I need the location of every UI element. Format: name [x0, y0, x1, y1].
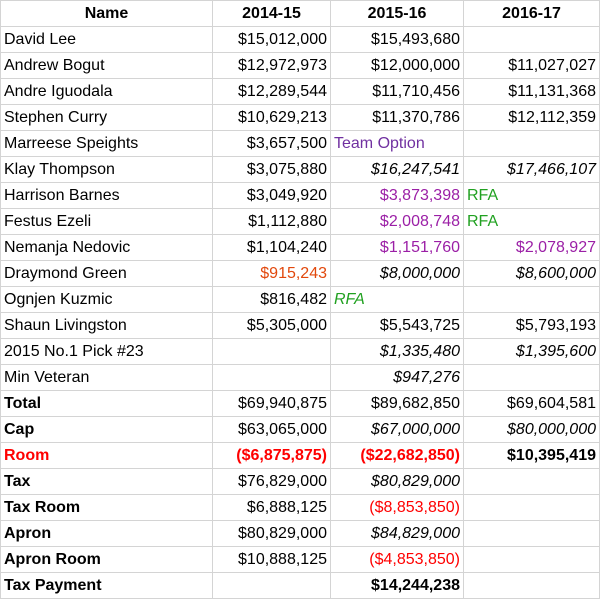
table-row: [1, 105, 600, 131]
summary-row-apron: [1, 521, 600, 547]
player-name[interactable]: Klay Thompson: [1, 157, 213, 183]
summary-row-room: [1, 443, 600, 469]
total-2015-16[interactable]: $89,682,850: [331, 391, 464, 417]
summary-label[interactable]: Cap: [1, 417, 213, 443]
summary-label[interactable]: Tax Payment: [1, 573, 213, 599]
room-2014-15[interactable]: ($6,875,875): [213, 443, 331, 469]
summary-label[interactable]: Room: [1, 443, 213, 469]
tax-room-2016-17[interactable]: [464, 495, 600, 521]
player-name[interactable]: Harrison Barnes: [1, 183, 213, 209]
player-name[interactable]: Marreese Speights: [1, 131, 213, 157]
table-row: [1, 313, 600, 339]
salary-2014-15[interactable]: $10,629,213: [213, 105, 331, 131]
rfa-status[interactable]: RFA: [464, 209, 600, 235]
salary-2015-16[interactable]: $8,000,000: [331, 261, 464, 287]
team-option-status[interactable]: Team Option: [331, 131, 464, 157]
salary-2014-15[interactable]: $3,075,880: [213, 157, 331, 183]
header-name[interactable]: Name: [1, 1, 213, 27]
table-row: [1, 79, 600, 105]
summary-row-tax: [1, 469, 600, 495]
salary-2016-17[interactable]: [464, 287, 600, 313]
salary-2015-16[interactable]: $12,000,000: [331, 53, 464, 79]
table-row: [1, 131, 600, 157]
salary-2015-16[interactable]: $11,370,786: [331, 105, 464, 131]
player-name[interactable]: Nemanja Nedovic: [1, 235, 213, 261]
salary-2014-15[interactable]: $3,049,920: [213, 183, 331, 209]
salary-2016-17[interactable]: $11,027,027: [464, 53, 600, 79]
salary-2016-17[interactable]: $11,131,368: [464, 79, 600, 105]
salary-2016-17[interactable]: [464, 27, 600, 53]
tax-payment-2016-17[interactable]: [464, 573, 600, 599]
cap-2014-15[interactable]: $63,065,000: [213, 417, 331, 443]
room-2015-16[interactable]: ($22,682,850): [331, 443, 464, 469]
player-name[interactable]: Draymond Green: [1, 261, 213, 287]
salary-2015-16[interactable]: $11,710,456: [331, 79, 464, 105]
table-row: [1, 183, 600, 209]
summary-label[interactable]: Total: [1, 391, 213, 417]
salary-2014-15[interactable]: [213, 339, 331, 365]
apron-2015-16[interactable]: $84,829,000: [331, 521, 464, 547]
tax-2014-15[interactable]: $76,829,000: [213, 469, 331, 495]
apron-room-2014-15[interactable]: $10,888,125: [213, 547, 331, 573]
salary-2014-15[interactable]: $12,289,544: [213, 79, 331, 105]
tax-payment-2015-16[interactable]: $14,244,238: [331, 573, 464, 599]
salary-2014-15[interactable]: $15,012,000: [213, 27, 331, 53]
table-row: [1, 209, 600, 235]
player-name[interactable]: Stephen Curry: [1, 105, 213, 131]
table-row: [1, 27, 600, 53]
player-name[interactable]: Shaun Livingston: [1, 313, 213, 339]
salary-2015-16[interactable]: $16,247,541: [331, 157, 464, 183]
salary-2015-16[interactable]: $2,008,748: [331, 209, 464, 235]
salary-2014-15[interactable]: $5,305,000: [213, 313, 331, 339]
room-2016-17[interactable]: $10,395,419: [464, 443, 600, 469]
cap-2016-17[interactable]: $80,000,000: [464, 417, 600, 443]
player-name[interactable]: 2015 No.1 Pick #23: [1, 339, 213, 365]
header-2014-15[interactable]: 2014-15: [213, 1, 331, 27]
salary-2016-17[interactable]: [464, 365, 600, 391]
summary-label[interactable]: Apron Room: [1, 547, 213, 573]
tax-2016-17[interactable]: [464, 469, 600, 495]
header-row: [1, 1, 600, 27]
cap-2015-16[interactable]: $67,000,000: [331, 417, 464, 443]
tax-room-2015-16[interactable]: ($8,853,850): [331, 495, 464, 521]
salary-2014-15[interactable]: $915,243: [213, 261, 331, 287]
salary-2016-17[interactable]: $5,793,193: [464, 313, 600, 339]
apron-room-2016-17[interactable]: [464, 547, 600, 573]
table-row: [1, 157, 600, 183]
salary-2016-17[interactable]: $12,112,359: [464, 105, 600, 131]
summary-label[interactable]: Apron: [1, 521, 213, 547]
salary-2014-15[interactable]: $816,482: [213, 287, 331, 313]
salary-2014-15[interactable]: $1,112,880: [213, 209, 331, 235]
table-row: [1, 53, 600, 79]
player-name[interactable]: Andrew Bogut: [1, 53, 213, 79]
total-2016-17[interactable]: $69,604,581: [464, 391, 600, 417]
tax-room-2014-15[interactable]: $6,888,125: [213, 495, 331, 521]
summary-label[interactable]: Tax: [1, 469, 213, 495]
summary-row-cap: [1, 417, 600, 443]
salary-2015-16[interactable]: $1,335,480: [331, 339, 464, 365]
tax-payment-2014-15[interactable]: [213, 573, 331, 599]
tax-2015-16[interactable]: $80,829,000: [331, 469, 464, 495]
player-name[interactable]: Andre Iguodala: [1, 79, 213, 105]
salary-2014-15[interactable]: [213, 365, 331, 391]
salary-2015-16[interactable]: $5,543,725: [331, 313, 464, 339]
salary-2014-15[interactable]: $3,657,500: [213, 131, 331, 157]
summary-row-total: [1, 391, 600, 417]
summary-row-tax-room: [1, 495, 600, 521]
apron-2016-17[interactable]: [464, 521, 600, 547]
salary-2016-17[interactable]: $2,078,927: [464, 235, 600, 261]
summary-label[interactable]: Tax Room: [1, 495, 213, 521]
table-row: [1, 261, 600, 287]
summary-row-tax-payment: [1, 573, 600, 599]
table-row: [1, 339, 600, 365]
table-row: [1, 287, 600, 313]
player-name[interactable]: Festus Ezeli: [1, 209, 213, 235]
salary-2015-16[interactable]: $947,276: [331, 365, 464, 391]
salary-2016-17[interactable]: $1,395,600: [464, 339, 600, 365]
salary-2015-16[interactable]: $15,493,680: [331, 27, 464, 53]
apron-2014-15[interactable]: $80,829,000: [213, 521, 331, 547]
salary-2015-16[interactable]: $1,151,760: [331, 235, 464, 261]
salary-2014-15[interactable]: $1,104,240: [213, 235, 331, 261]
player-name[interactable]: David Lee: [1, 27, 213, 53]
salary-2016-17[interactable]: $17,466,107: [464, 157, 600, 183]
apron-room-2015-16[interactable]: ($4,853,850): [331, 547, 464, 573]
salary-2016-17[interactable]: $8,600,000: [464, 261, 600, 287]
salary-2014-15[interactable]: $12,972,973: [213, 53, 331, 79]
table-row: [1, 365, 600, 391]
rfa-status[interactable]: RFA: [464, 183, 600, 209]
header-2016-17[interactable]: 2016-17: [464, 1, 600, 27]
player-name[interactable]: Min Veteran: [1, 365, 213, 391]
rfa-status[interactable]: RFA: [331, 287, 464, 313]
total-2014-15[interactable]: $69,940,875: [213, 391, 331, 417]
salary-2016-17[interactable]: [464, 131, 600, 157]
table-row: [1, 235, 600, 261]
summary-row-apron-room: [1, 547, 600, 573]
salary-2015-16[interactable]: $3,873,398: [331, 183, 464, 209]
player-name[interactable]: Ognjen Kuzmic: [1, 287, 213, 313]
header-2015-16[interactable]: 2015-16: [331, 1, 464, 27]
